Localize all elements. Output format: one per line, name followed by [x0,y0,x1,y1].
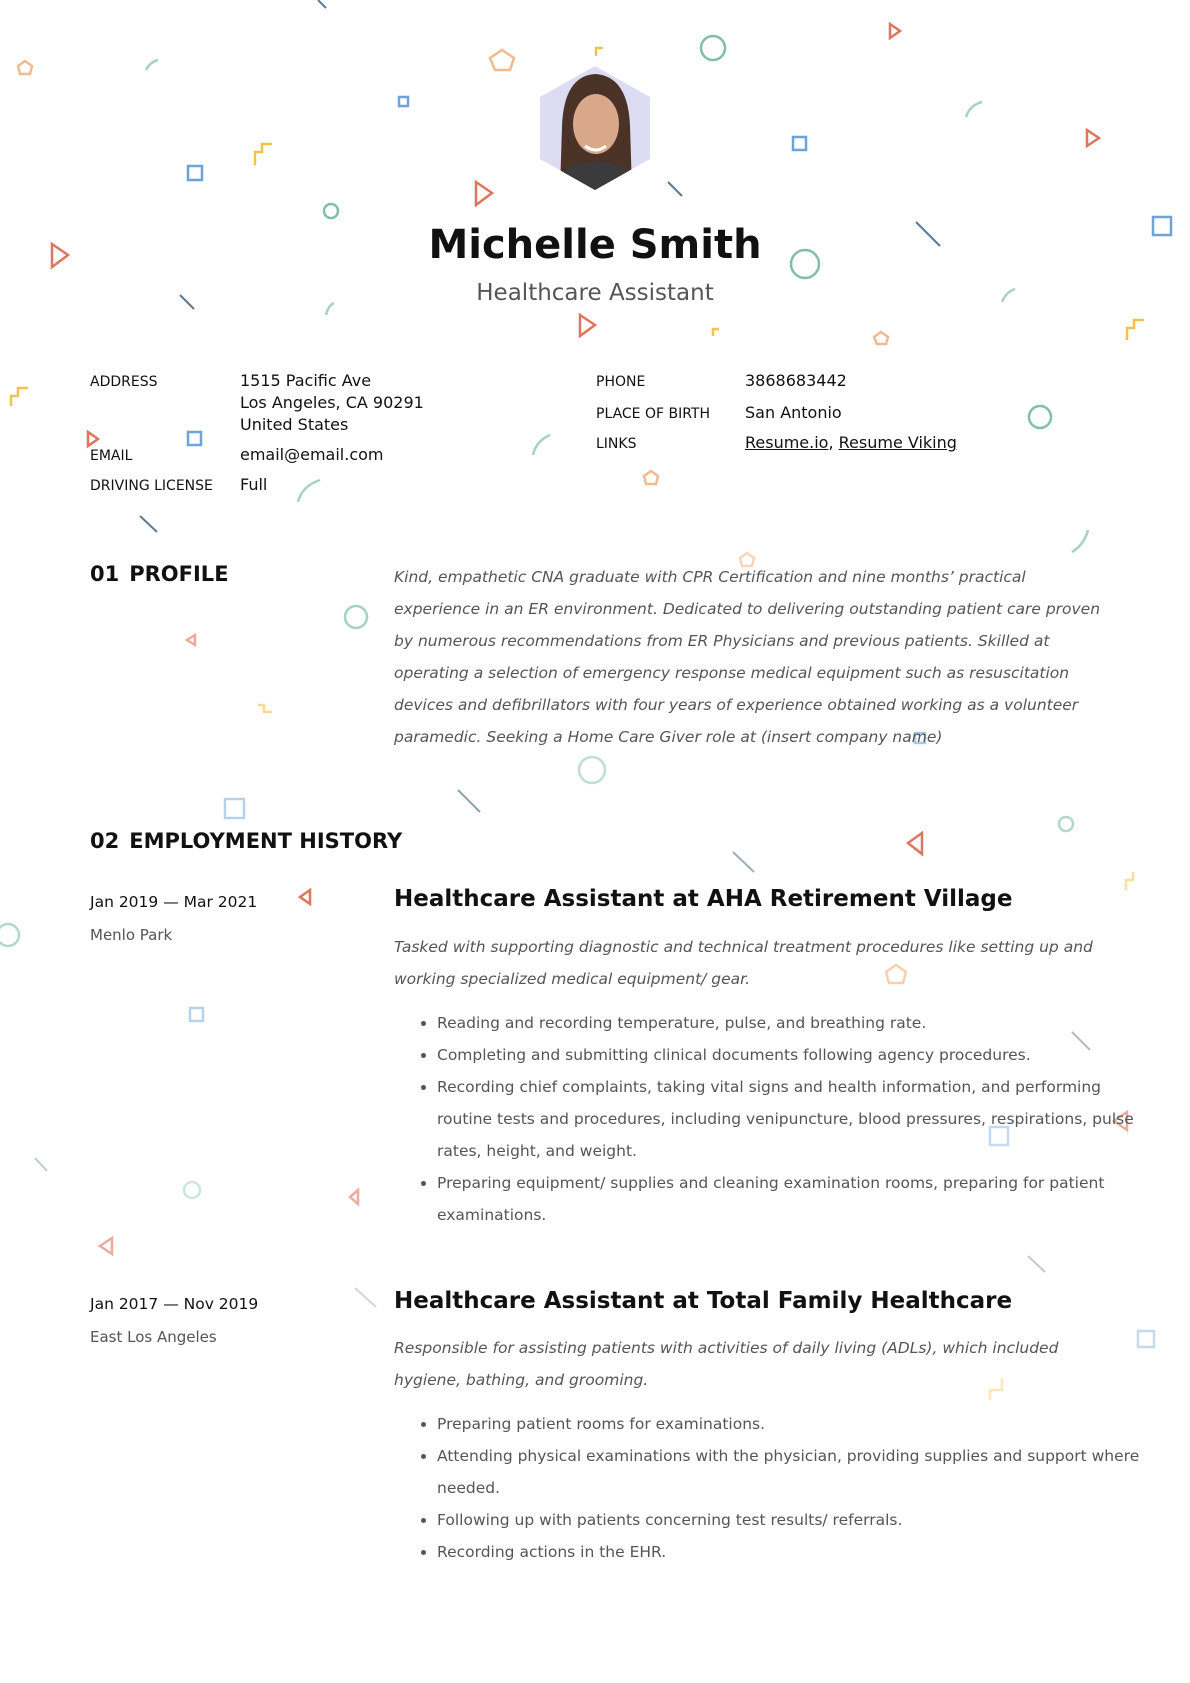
section-title: PROFILE [129,562,229,586]
links-separator: , [828,433,839,452]
job-title-heading: Healthcare Assistant at Total Family Healthcare [394,1288,1013,1314]
place-of-birth-label: PLACE OF BIRTH [596,406,711,422]
address-line: 1515 Pacific Ave [240,371,372,390]
employment-heading [90,829,402,853]
address-line: Los Angeles, CA 90291 [240,393,424,412]
links-value [745,432,957,454]
candidate-name: Michelle Smith [428,222,762,268]
address-value [240,370,424,436]
job-bullet: • Preparing patient rooms for examinations. [437,1408,1157,1440]
links-label: LINKS [596,436,637,452]
job-title: Healthcare Assistant [476,280,714,306]
job-bullets [394,1408,1157,1568]
job-dates: Jan 2019 — Mar 2021 [90,893,258,911]
job-description: Tasked with supporting diagnostic and technical treatment procedures like setting up and working specialized medical equipment/ gear. [394,938,1093,988]
address-line: United States [240,415,349,434]
driving-license-value: Full [240,475,268,494]
link-resume-io[interactable]: Resume.io [745,433,829,452]
driving-license-label: DRIVING LICENSE [90,478,213,494]
phone-value: 3868683442 [745,371,847,390]
job-city: East Los Angeles [90,1328,217,1346]
section-number: 01 [90,562,120,586]
profile-heading [90,562,229,586]
job-dates: Jan 2017 — Nov 2019 [90,1295,259,1313]
job-bullet: • Following up with patients concerning test results/ referrals. [437,1504,1157,1536]
job-bullets [394,1007,1157,1231]
section-number: 02 [90,829,120,853]
job-city: Menlo Park [90,926,173,944]
address-label: ADDRESS [90,374,158,390]
profile-summary: Kind, empathetic CNA graduate with CPR Certification and nine months’ practical experience in an ER environment. Dedicated to delivering outstanding patient care proven by numerous recommendations from ER Physicians and previous patients. Skilled at operating a selection of emergency response medical equipment such as resuscitation devices and defibrillators with four years of experience obtained working as a volunteer paramedic. Seeking a Home Care Giver role at (insert company name) [394,568,1101,746]
job-bullet: • Completing and submitting clinical documents following agency procedures. [437,1039,1157,1071]
job-bullet: • Recording actions in the EHR. [437,1536,1157,1568]
job-bullet: • Reading and recording temperature, pulse, and breathing rate. [437,1007,1157,1039]
phone-label: PHONE [596,374,646,390]
job-bullet: • Preparing equipment/ supplies and cleaning examination rooms, preparing for patient examinations. [437,1167,1157,1231]
section-title: EMPLOYMENT HISTORY [129,829,403,853]
email-label: EMAIL [90,448,133,464]
job-bullet: • Attending physical examinations with the physician, providing supplies and support where needed. [437,1440,1157,1504]
link-resume-viking[interactable]: Resume Viking [838,433,957,452]
job-title-heading: Healthcare Assistant at AHA Retirement Village [394,886,1013,912]
email-value: email@email.com [240,445,384,464]
job-bullet: • Recording chief complaints, taking vital signs and health information, and performing routine tests and procedures, including venipuncture, blood pressures, respirations, pulse rates, height, and weight. [437,1071,1157,1167]
place-of-birth-value: San Antonio [745,403,842,422]
job-description: Responsible for assisting patients with activities of daily living (ADLs), which included hygiene, bathing, and grooming. [394,1339,1059,1389]
profile-photo [540,66,650,190]
